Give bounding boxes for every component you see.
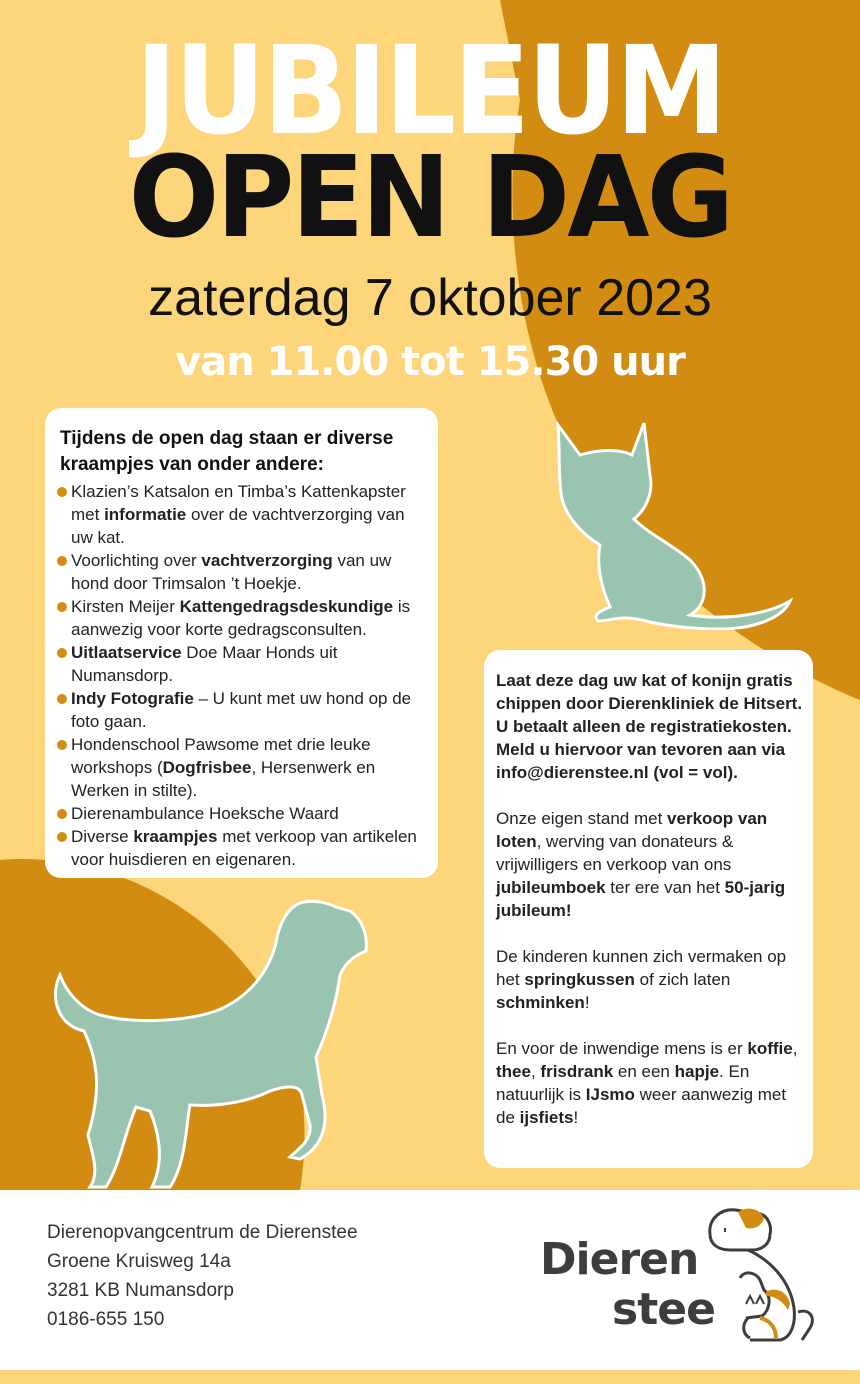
text: Dierenambulance Hoeksche Waard <box>71 804 339 823</box>
activity-paragraph <box>496 669 808 784</box>
dog-silhouette-icon <box>40 895 380 1195</box>
stalls-intro: Tijdens de open dag staan er diverse kraampjes van onder andere: <box>60 428 394 475</box>
stalls-list <box>55 480 430 871</box>
bold-text: hapje <box>674 1062 720 1081</box>
bold-text: IJsmo <box>585 1085 635 1104</box>
bullet-dot-icon <box>57 648 67 658</box>
activity-paragraph <box>496 1037 808 1129</box>
stall-list-item <box>55 641 430 687</box>
text: ! <box>573 1108 579 1127</box>
bullet-dot-icon <box>57 556 67 566</box>
bold-text: 50-jarig jubileum! <box>496 878 786 920</box>
stall-list-item <box>55 687 430 733</box>
bullet-dot-icon <box>57 602 67 612</box>
text: met verkoop van artikelen voor huisdieren en eigenaren. <box>71 827 417 869</box>
text: Doe Maar Honds uit Numansdorp. <box>71 643 338 685</box>
bold-text: jubileumboek <box>496 878 606 897</box>
address-organisation: Dierenopvangcentrum de Dierenstee <box>47 1222 358 1243</box>
footer-address <box>47 1220 358 1336</box>
bottom-strip <box>0 1370 860 1384</box>
text: En voor de inwendige mens is er <box>496 1039 748 1058</box>
address-postcode-city: 3281 KB Numansdorp <box>47 1280 234 1301</box>
text: is aanwezig voor korte gedragsconsulten. <box>71 597 411 639</box>
text: Hondenschool Pawsome met drie leuke workshops ( <box>71 735 371 777</box>
bold-text: schminken <box>496 993 585 1012</box>
text: De kinderen kunnen zich vermaken op het <box>496 947 787 989</box>
address-phone: 0186-655 150 <box>47 1309 165 1330</box>
cat-silhouette-icon <box>540 415 800 630</box>
text: Onze eigen stand met <box>496 809 668 828</box>
bold-text: Dogfrisbee <box>162 758 252 777</box>
text: van uw hond door Trimsalon ’t Hoekje. <box>71 551 392 593</box>
title-jubileum: JUBILEUM <box>135 20 725 162</box>
bullet-dot-icon <box>57 694 67 704</box>
bold-text: Indy Fotografie <box>71 689 194 708</box>
stall-list-item <box>55 595 430 641</box>
bullet-dot-icon <box>57 487 67 497</box>
bullet-dot-icon <box>57 809 67 819</box>
text: – U kunt met uw hond op de foto gaan. <box>71 689 412 731</box>
bullet-dot-icon <box>57 832 67 842</box>
dierenstee-logo-icon <box>690 1200 820 1345</box>
text: Voorlichting over <box>71 551 202 570</box>
title-open-dag: OPEN DAG <box>128 133 732 263</box>
text: weer aanwezig met de <box>496 1085 787 1127</box>
event-date: zaterdag 7 oktober 2023 <box>148 269 712 327</box>
logo-text-stee: stee <box>612 1284 715 1335</box>
text: , <box>530 1062 541 1081</box>
bold-text: kraampjes <box>133 827 218 846</box>
address-street: Groene Kruisweg 14a <box>47 1251 231 1272</box>
text: , werving van donateurs & vrijwilligers en verkoop van ons <box>496 832 734 874</box>
text: ter ere van het <box>605 878 725 897</box>
bold-text: vachtverzorging <box>201 551 333 570</box>
bold-text: Laat deze dag uw kat of konijn gratis chippen door Dierenkliniek de Hitsert. U betaalt alleen de registratiekosten. <box>496 671 803 736</box>
bold-text: Meld u hiervoor van tevoren aan via info@dierenstee.nl (vol = vol). <box>496 740 786 782</box>
text: of zich laten <box>634 970 731 989</box>
activities-content <box>496 669 808 1152</box>
bold-text: ijsfiets <box>519 1108 574 1127</box>
activity-paragraph <box>496 807 808 922</box>
text: , Hersenwerk en Werken in stilte). <box>71 758 376 800</box>
bold-text: Kattengedragsdeskundige <box>179 597 394 616</box>
bold-text: frisdrank <box>540 1062 614 1081</box>
stall-list-item <box>55 802 430 825</box>
activity-paragraph <box>496 945 808 1014</box>
stalls-info-box <box>45 408 438 878</box>
text: Diverse <box>71 827 134 846</box>
bold-text: thee <box>496 1062 531 1081</box>
logo-text-dieren: Dieren <box>540 1234 699 1285</box>
bold-text: verkoop van loten <box>496 809 768 851</box>
stall-list-item <box>55 549 430 595</box>
text: . En natuurlijk is <box>496 1062 750 1104</box>
text: Klazien’s Katsalon en Timba’s Kattenkapster met <box>71 482 406 524</box>
bold-text: koffie <box>747 1039 793 1058</box>
stall-list-item <box>55 733 430 802</box>
text: ! <box>584 993 590 1012</box>
activities-info-box <box>484 650 813 1168</box>
stall-list-item <box>55 480 430 549</box>
bold-text: Uitlaatservice <box>71 643 182 662</box>
text: , <box>792 1039 798 1058</box>
text: en een <box>613 1062 675 1081</box>
text: Kirsten Meijer <box>71 597 180 616</box>
bold-text: springkussen <box>524 970 635 989</box>
event-time: van 11.00 tot 15.30 uur <box>175 339 685 385</box>
bullet-dot-icon <box>57 740 67 750</box>
bold-text: informatie <box>104 505 187 524</box>
stall-list-item <box>55 825 430 871</box>
text: over de vachtverzorging van uw kat. <box>71 505 405 547</box>
